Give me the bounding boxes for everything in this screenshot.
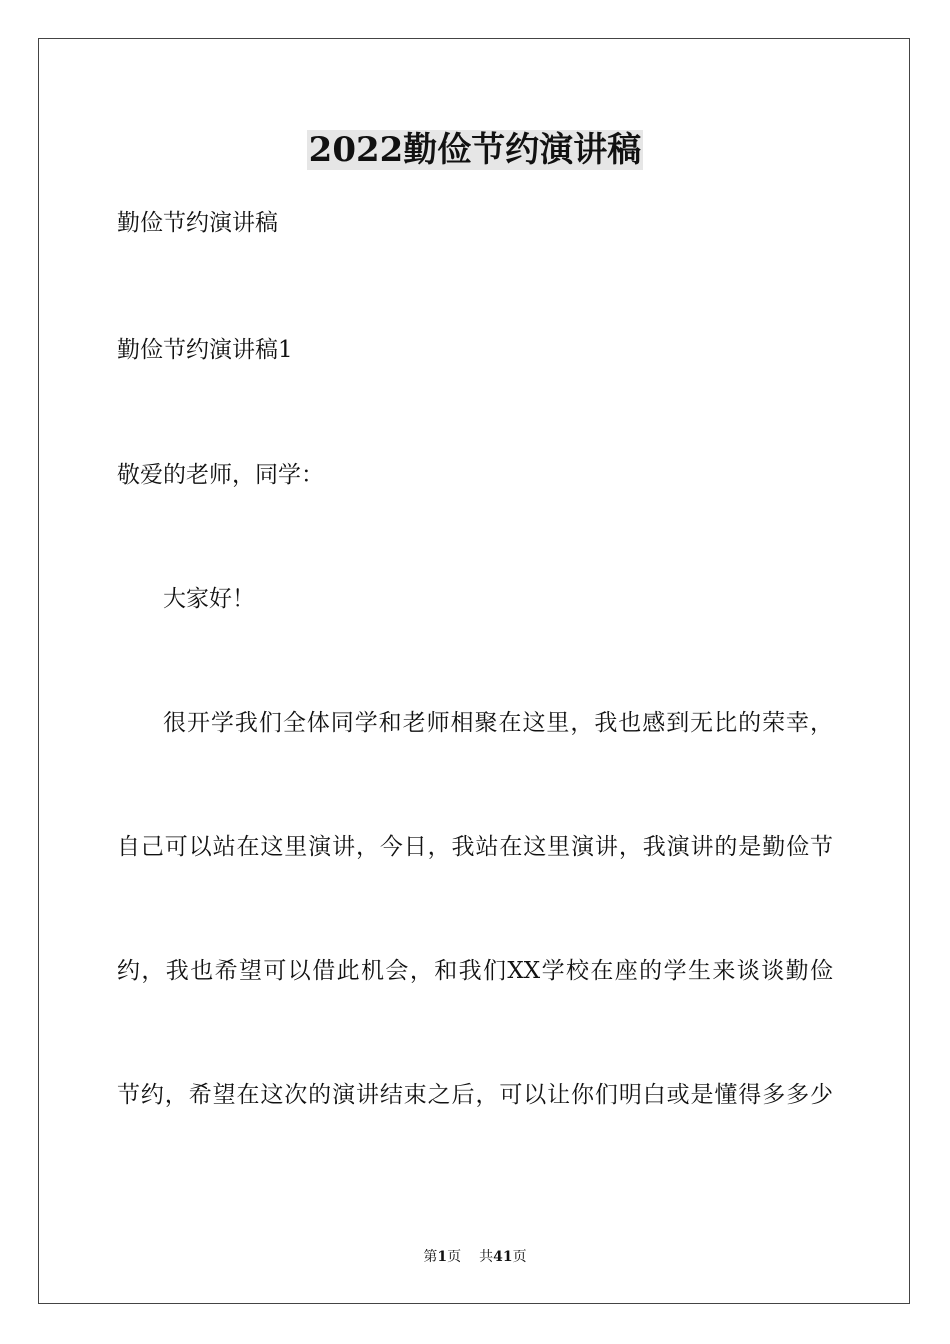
document-title <box>0 128 950 172</box>
footer-page-prefix: 第 <box>423 1249 438 1265</box>
paragraph-line-4: 大家好！ <box>163 586 255 612</box>
footer-total-suffix: 页 <box>512 1249 527 1265</box>
footer-total-pages: 41 <box>493 1249 513 1265</box>
paragraph-line-1: 勤俭节约演讲稿 <box>117 210 278 236</box>
paragraph-line-6: 自己可以站在这里演讲，今日，我站在这里演讲，我演讲的是勤俭节 <box>117 834 833 860</box>
footer-page-suffix: 页 <box>447 1249 462 1265</box>
page-footer <box>0 1247 950 1267</box>
paragraph-line-2: 勤俭节约演讲稿1 <box>117 337 293 363</box>
paragraph-line-8: 节约，希望在这次的演讲结束之后，可以让你们明白或是懂得多多少 <box>117 1082 833 1108</box>
document-title-text: 2022勤俭节约演讲稿 <box>308 130 642 170</box>
paragraph-line-3: 敬爱的老师，同学： <box>117 462 324 488</box>
paragraph-line-5: 很开学我们全体同学和老师相聚在这里，我也感到无比的荣幸， <box>163 710 833 736</box>
footer-total-prefix: 共 <box>479 1249 494 1265</box>
paragraph-line-7: 约，我也希望可以借此机会，和我们XX学校在座的学生来谈谈勤俭 <box>117 958 833 984</box>
footer-page-number: 1 <box>437 1249 448 1265</box>
